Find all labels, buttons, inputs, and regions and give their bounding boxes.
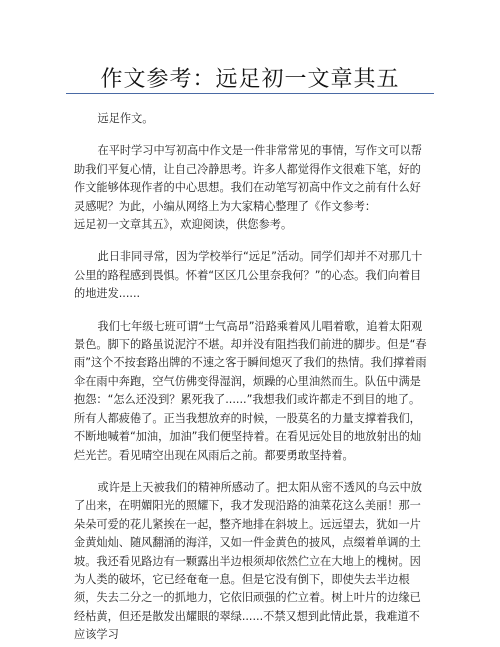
paragraph-1: 此日非同寻常，因为学校举行“远足”活动。同学们却并不对那几十公里的路程感到畏惧。怀着“区区几公里奈我何？”的心态。我们向着目的地进发...... — [74, 250, 423, 301]
document-body — [74, 110, 430, 645]
paragraph-intro: 远足作文。 — [97, 112, 154, 125]
document-title: 作文参考：远足初一文章其五 — [100, 67, 400, 92]
paragraph-3: 或许是上天被我们的精神所感动了。把太阳从密不透风的乌云中放了出来，在明媚阳光的照耀下，我才发现沿路的油菜花这么美丽！那一朵朵可爱的花儿紧挨在一起，整齐地排在斜坡上。远远望去，犹如一片金黄灿灿、随风翻涌的海洋，又如一件金黄色的披风，点缀着单调的土坡。我还看见路边有一颗露出半边根须却依然伫立在大地上的槐树。因为人类的破坏，它已经奄奄一息。但是它没有倒下，即使失去半边根须，失去二分之一的抓地力，它依旧顽强的伫立着。树上叶片的边缘已经枯黄，但还是散发出耀眼的翠绿......不禁又想到此情此景，我难道不应该学习 — [74, 480, 422, 642]
paragraph-preface-continued: 远足初一文章其五》，欢迎阅读，供您参考。 — [74, 218, 293, 232]
paragraph-2: 我们七年级七班可谓“士气高昂”沿路乘着风儿唱着歌，追着太阳观景色。脚下的路虽说泥泞不堪。却并没有阻挡我们前进的脚步。但是“春雨”这个不按套路出牌的不速之客于瞬间熄灭了我们的热情。我们撑着雨伞在雨中奔跑，空气仿佛变得湿润，烦躁的心里油然而生。队伍中满是抱怨：“怎么还没到？累死我了......”我想我们或许都走不到目的地了。所有人都疲倦了。正当我想放弃的时候，一股莫名的力量支撑着我们，不断地喊着“加油，加油”我们便坚持着。在看见远处目的地放射出的灿烂光芒。看见晴空出现在风雨后之前。都要勇敢坚持着。 — [74, 319, 427, 462]
paragraph-preface: 在平时学习中写初高中作文是一件非常常见的事情，写作文可以帮助我们平复心情，让自己冷静思考。许多人都觉得作文很难下笔，好的作文能够体现作者的中心思想。我们在动笔写初高中作文之前有什么好灵感呢？为此，小编从网络上为大家精心整理了《作文参考： — [74, 144, 422, 213]
title-underline — [66, 93, 434, 94]
